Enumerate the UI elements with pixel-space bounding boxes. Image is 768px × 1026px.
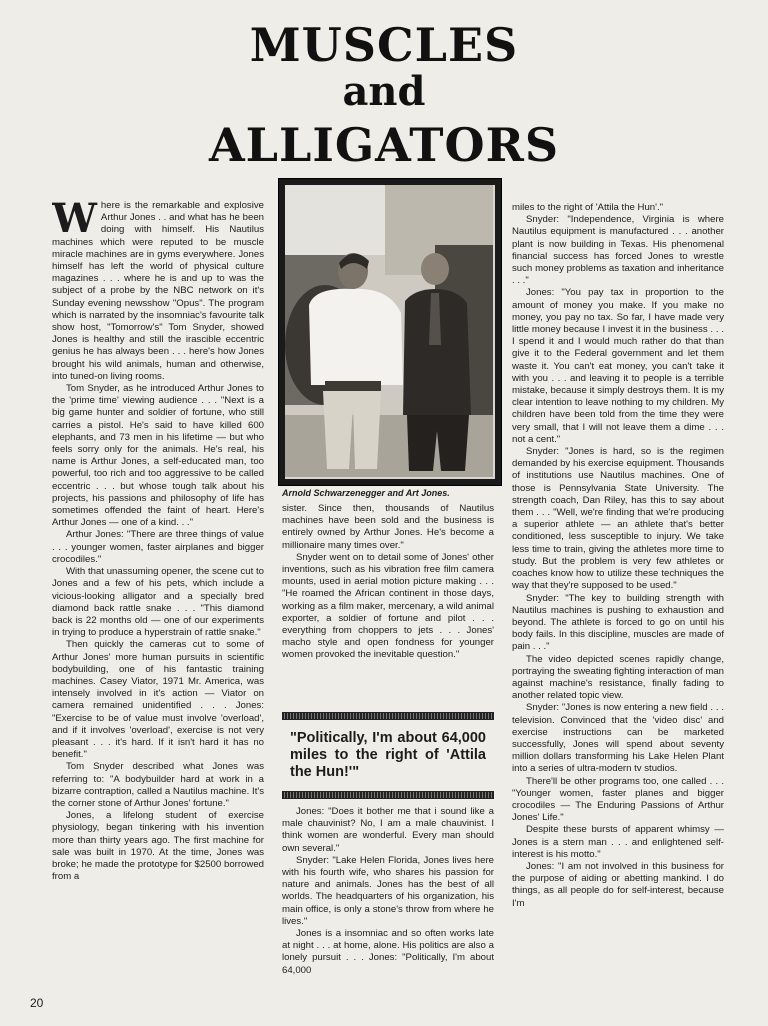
column-1 xyxy=(52,200,264,990)
photo-schwarzenegger-jones xyxy=(285,185,495,479)
pull-quote-bottom-rule xyxy=(282,791,494,799)
title-line-muscles: MUSCLES xyxy=(249,18,519,72)
page-number: 20 xyxy=(30,996,44,1010)
paragraph: Jones is a insomniac and so often works late at night . . . at home, alone. His politics are also a lonely pursuit . . . Jones: "Politically, I'm about 64,000 xyxy=(282,928,494,976)
photo-frame xyxy=(278,178,502,486)
paragraph: Jones: "Does it bother me that i sound like a male chauvinist? No, I am a male chauvinist. I think women are wonderful. Every man should own several." xyxy=(282,806,494,854)
article-title xyxy=(0,18,768,172)
paragraph: Snyder: "Lake Helen Florida, Jones lives here with his fourth wife, who shares his passion for nature and animals. Jones has the best of all worlds. The headquarters of his organization, his main office, is only a stone's throw from where he lives." xyxy=(282,854,494,927)
paragraph: Tom Snyder described what Jones was referring to: "A bodybuilder hard at work in a bizarre contraption, called a Nautilus machine. It's the corner stone of Arthur Jones' fortune." xyxy=(52,761,264,809)
paragraph: Snyder: "Independence, Virginia is where Nautilus equipment is manufactured . . . another plant is now building in Texas. His phenomenal financial success has forced Jones to wrestle such money problems as taxation and inheritance . . ." xyxy=(512,214,724,287)
pull-quote xyxy=(282,712,494,798)
paragraph: Despite these bursts of apparent whimsy — Jones is a stern man . . . and enlightened self-interest is his motto." xyxy=(512,824,724,860)
pull-quote-top-rule xyxy=(282,712,494,720)
column-3 xyxy=(512,202,724,1022)
photo-illustration xyxy=(285,185,493,477)
paragraph: Snyder: "Jones is now entering a new field . . . television. Convinced that the 'video disc' and exercise instructions can be marketed successfully, Jones will spend about seventy million dollars transforming his Lake Helen Plant into a series of ultra-modern tv studios. xyxy=(512,702,724,775)
photo-caption: Arnold Schwarzenegger and Art Jones. xyxy=(282,488,450,498)
paragraph-text: here is the remarkable and explosive Arthur Jones . . and what has he been doing with himself. His Nautilus machines which were reputed to be muscle miracle machines are in gyms everywhere. Jones himself has left the world of physical culture magazines . . . where he is and up to was the subject of a probe by the NBC network on it's Sunday evening newsshow "Opus". The program which is narrated by the insomniac's favourite talk show host, "Tomorrow's" Tom Snyder, showed Jones is healthy and still the irascible eccentric genius he has always been . . . here's how Jones brought his wild animals, human and otherwise, into tuned-on living rooms. xyxy=(52,200,264,382)
paragraph: Then quickly the cameras cut to some of Arthur Jones' more human pursuits in scientific bodybuilding, one of his fantastic training machines. Casey Viator, 1971 Mr. America, was intensely involved in it's action — Viator on camera remained unidentified . . . Jones: "Exercise to be of value must involve 'overload', and if it involves 'overload', exercise is not very pleasant . . . it's hard. If it isn't hard it has no benefit." xyxy=(52,639,264,761)
column-2-top xyxy=(282,503,494,703)
paragraph: The video depicted scenes rapidly change, portraying the sweating fighting interaction of man against machine's resistance, finally fading to another related topic view. xyxy=(512,653,724,702)
paragraph: Arthur Jones: "There are three things of value . . . younger women, faster airplanes and bigger crocodiles." xyxy=(52,529,264,565)
paragraph: Snyder: "Jones is hard, so is the regimen demanded by his exercise equipment. Thousands of institutions use Nautilus machines. One of those is Pennsylvania State University. The strength coach, Dan Riley, has this to say about them . . . "Well, we're finding that we're producing a superior athlete — an athlete that's better conditioned, less susceptible to injury. We take less time to train, giving the athletes more time to study. But the problem is very few athletes or coaches know how to utilize these techniques the way that they're supposed to be used." xyxy=(512,446,724,592)
paragraph: With that unassuming opener, the scene cut to Jones and a few of his pets, which include a vicious-looking alligator and a specially bred diamond back rattle snake . . . "This diamond back is 22 months old — one of our experiments in trying to produce a hyperstrain of rattle snake." xyxy=(52,566,264,639)
paragraph: Snyder went on to detail some of Jones' other inventions, such as his vibration free film camera mounts, used in aerial motion picture making . . . "He roamed the African continent in those days, working as a film maker, mercenary, a wild animal exporter, a soldier of fortune and pilot . . . everything from choppers to jets . . . Jones' macho style and open fondness for younger women provoked the inevitable question." xyxy=(282,551,494,661)
paragraph: Jones: "I am not involved in this business for the purpose of aiding or abetting mankind. I do things, as all people do for self-interest, because I'm xyxy=(512,860,724,909)
paragraph: Snyder: "The key to building strength with Nautilus machines is pushing to exhaustion and beyond. The athlete is forced to go on until his body fails. In this discipline, muscles are made of pain . . ." xyxy=(512,592,724,653)
paragraph xyxy=(52,200,264,383)
paragraph: sister. Since then, thousands of Nautilus machines have been sold and the business is entirely owned by Arthur Jones. He's become a millionaire many times over." xyxy=(282,503,494,551)
paragraph: Jones: "You pay tax in proportion to the amount of money you make. If you make no money, you pay no tax. So far, I have made very little money because I invest it in the business . . . I spend it and I would much rather do that than give it to the Federal government and let them waste it. You can't eat money, you can't take it with you . . . and leaving it to people is a terrible mistake, because it simply destroys them. It is my clear intention to leave nothing to my children. My children have been told from the time they were very small, that I will not leave them a dime . . . not a cent." xyxy=(512,287,724,445)
drop-cap: W xyxy=(52,200,97,242)
paragraph: miles to the right of 'Attila the Hun'." xyxy=(512,202,664,213)
paragraph: Tom Snyder, as he introduced Arthur Jones to the 'prime time' viewing audience . . . "Next is a big game hunter and soldier of fortune, who still carries a pistol. He's said to have killed 600 elephants, and 73 men in his lifetime — but who feels sorry only for the animals. He's real, his name is Arthur Jones, a self-educated man, too powerful, too rich and too aggressive to be called eccentric . . . but whose tough talk about his projects, his passions and philosophy of life has sometimes offended the faint of heart. Here's Arthur Jones — one of a kind. . ." xyxy=(52,383,264,529)
title-line-alligators: ALLIGATORS xyxy=(208,118,560,172)
title-line-and: and xyxy=(342,68,426,115)
pull-quote-text: "Politically, I'm about 64,000 miles to the right of 'Attila the Hun!'" xyxy=(290,730,486,780)
paragraph: There'll be other programs too, one called . . . "Younger women, faster planes and bigger crocodiles — The Enduring Passions of Arthur Jones' Life." xyxy=(512,775,724,824)
paragraph: Jones, a lifelong student of exercise physiology, began tinkering with his invention more than thirty years ago. The first machine for sale was built in 1970. At the time, Jones was broke; he made the prototype for $2500 borrowed from a xyxy=(52,810,264,883)
column-2-bottom xyxy=(282,806,494,1026)
